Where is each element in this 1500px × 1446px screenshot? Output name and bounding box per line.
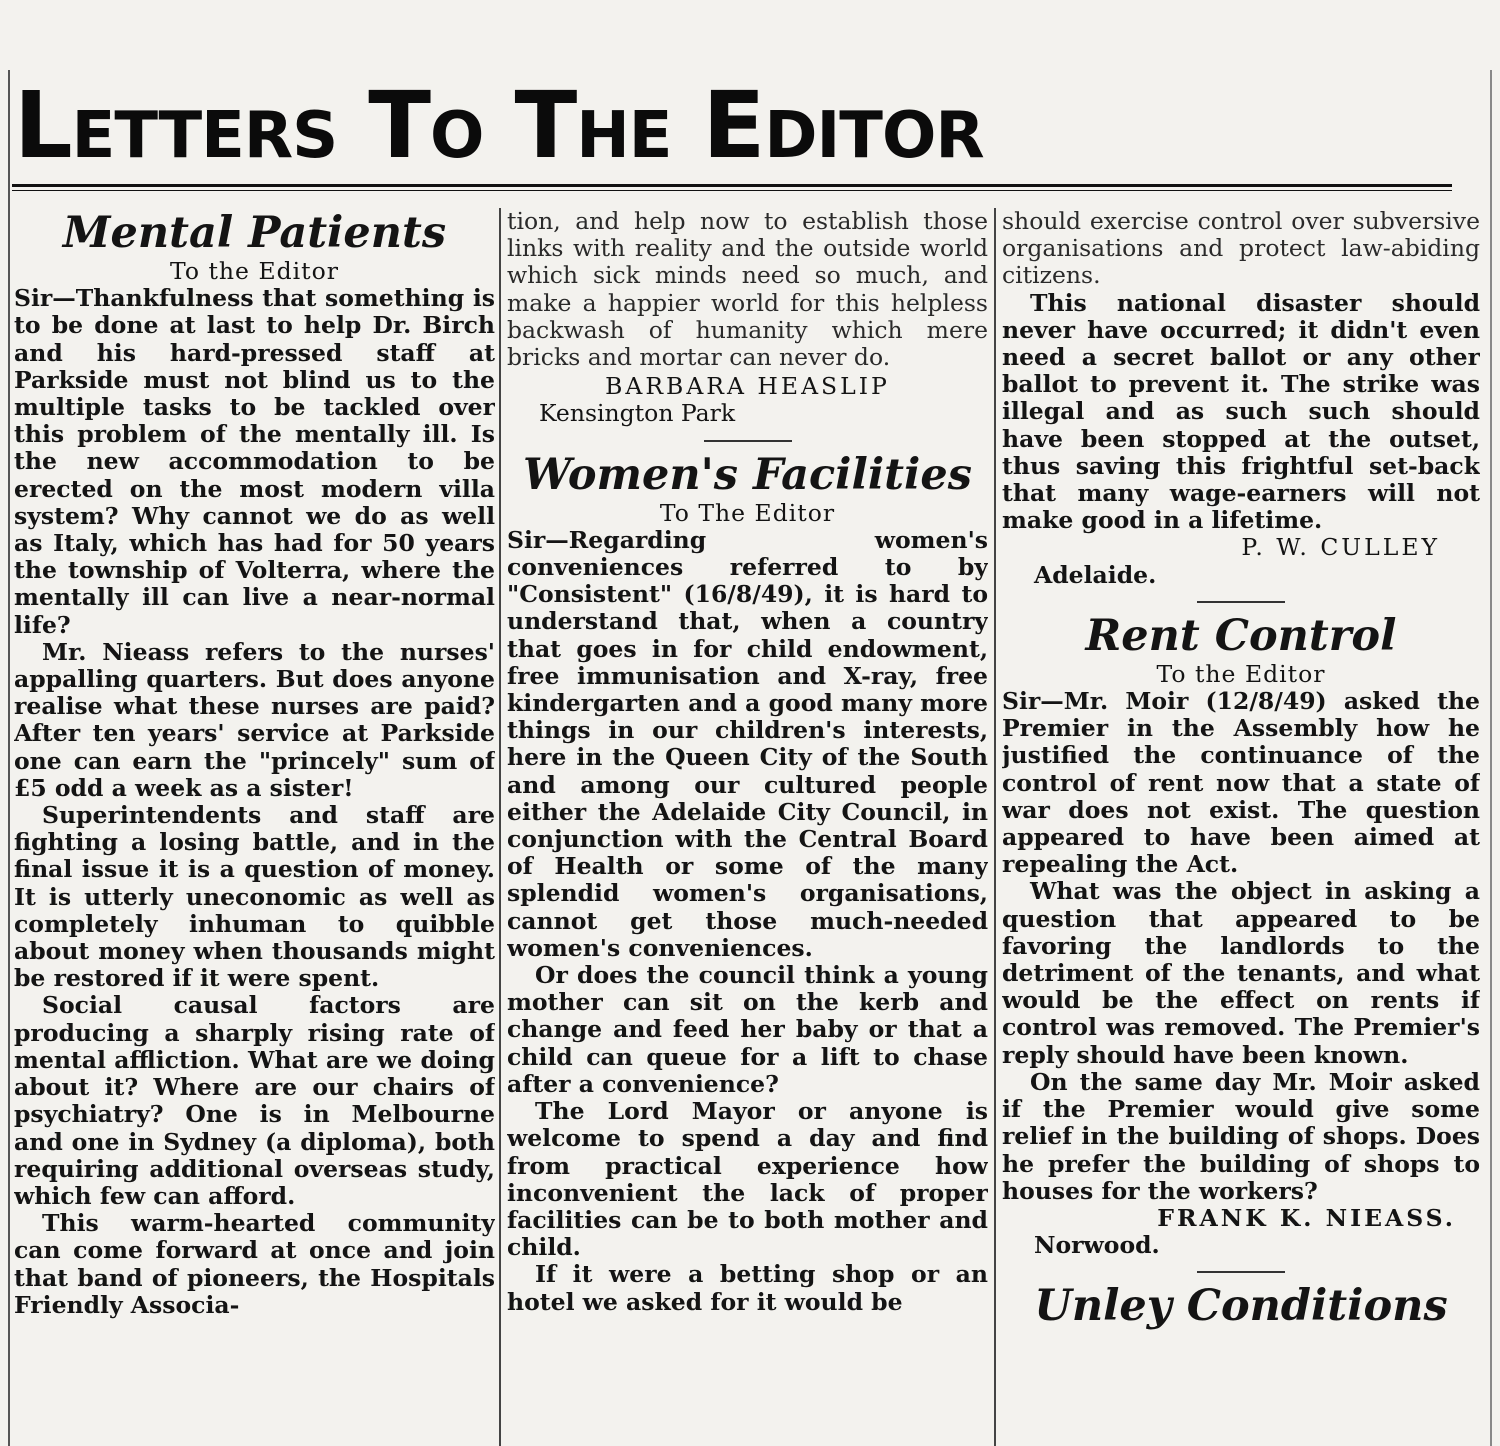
page-title: Letters To The Editor (14, 72, 984, 179)
letter-paragraph: Sir—Regarding women's conveniences referred to by "Consistent" (16/8/49), it is hard to understand that, when a country that goes in for child endowment, free immunisation and X-ray, free kindergarten and a good many more things in our children's interests, here in the Queen City of the South and among our cultured people either the Adelaide City Council, in conjunction with the Central Board of Health or some of the many splendid women's organisations, cannot get those much-needed women's conveniences. (507, 525, 988, 962)
letter-headline-mental-patients: Mental Patients (62, 208, 447, 258)
letter-paragraph: Superintendents and staff are fighting a losing battle, and in the final issue it is a question of money. It is utterly uneconomic as well as completely inhuman to quibble about money when thousands might be restored if it were spent. (14, 801, 495, 993)
masthead-rule-top (12, 184, 1452, 187)
masthead-rule-bottom (12, 190, 1452, 191)
letter-location: Kensington Park (539, 399, 736, 428)
column-2 (507, 208, 988, 1446)
letter-signature: BARBARA HEASLIP (605, 372, 890, 401)
letter-headline-womens-facilities: Women's Facilities (523, 449, 972, 500)
letter-body-strike (1002, 290, 1480, 535)
salutation: To The Editor (659, 498, 836, 527)
letter-headline-unley-conditions: Unley Conditions (1034, 1281, 1448, 1332)
letter-paragraph: Sir—Thankfulness that something is to be done at last to help Dr. Birch and his hard-pressed staff at Parkside must not blind us to the multiple tasks to be tackled over this problem of the mentally ill. Is the new accommodation to be erected on the most modern villa system? Why cannot we do as well as Italy, which has had for 50 years the township of Volterra, where the mentally ill can live a near-normal life? (14, 284, 495, 639)
letter-headline-rent-control: Rent Control (1085, 610, 1397, 661)
letter-paragraph: What was the object in asking a question that appeared to be favoring the landlords to the detriment of the tenants, and what would be the effect on rents if control was removed. The Premier's reply should have been known. (1002, 877, 1480, 1069)
letter-body-mental-patients (14, 285, 495, 1319)
letter-paragraph: The Lord Mayor or anyone is welcome to spend a day and find from practical experience how inconvenient the lack of proper facilities can be to both mother and child. (507, 1097, 988, 1262)
salutation: To the Editor (1156, 659, 1326, 688)
letter-location: Norwood. (1034, 1231, 1160, 1260)
page-edge-left (8, 70, 10, 1446)
section-divider (704, 440, 792, 442)
column-rule-1 (499, 208, 501, 1446)
column-rule-2 (994, 208, 996, 1446)
section-divider (1197, 1271, 1285, 1273)
letter-paragraph: Or does the council think a young mother can sit on the kerb and change and feed her baby or that a child can queue for a lift to chase after a convenience? (507, 961, 988, 1098)
letter-continuation: tion, and help now to establish those links with reality and the outside world which sick minds need so much, and make a happier world for this helpless backwash of humanity which mere bricks and mortar can never do. (507, 208, 988, 372)
page-edge-right (1490, 70, 1492, 1446)
letter-paragraph: Social causal factors are producing a sharply rising rate of mental affliction. What are we doing about it? Where are our chairs of psychiatry? One is in Melbourne and one in Sydney (a diploma), both requiring additional overseas study, which few can afford. (14, 991, 495, 1210)
letter-paragraph: Sir—Mr. Moir (12/8/49) asked the Premier in the Assembly how he justified the continuance of the control of rent now that a state of war does not exist. The question appeared to have been aimed at repealing the Act. (1002, 687, 1480, 879)
letter-paragraph: Mr. Nieass refers to the nurses' appalling quarters. But does anyone realise what these nurses are paid? After ten years' service at Parkside one can earn the "princely" sum of £5 odd a week as a sister! (14, 637, 495, 802)
letter-location: Adelaide. (1034, 560, 1157, 589)
letter-body-womens-facilities (507, 527, 988, 1316)
letter-paragraph: This warm-hearted community can come forward at once and join that band of pioneers, the Hospitals Friendly Associa- (14, 1209, 495, 1319)
letter-continuation: should exercise control over subversive organisations and protect law-abiding citizens. (1002, 208, 1480, 290)
column-1 (14, 208, 495, 1446)
letter-paragraph: On the same day Mr. Moir asked if the Premier would give some relief in the building of shops. Does he prefer the building of shops to houses for the workers? (1002, 1067, 1480, 1205)
letter-paragraph: If it were a betting shop or an hotel we asked for it would be (507, 1260, 988, 1316)
letter-paragraph: This national disaster should never have occurred; it didn't even need a secret ballot or any other ballot to prevent it. The strike was illegal and as such such should have been stopped at the outset, thus saving this frightful set-back that many wage-earners will not make good in a lifetime. (1002, 288, 1480, 535)
salutation: To the Editor (170, 257, 339, 285)
section-divider (1197, 601, 1285, 603)
letter-signature: P. W. CULLEY (1241, 533, 1440, 562)
letter-body-rent-control (1002, 688, 1480, 1205)
column-3 (1002, 208, 1480, 1446)
letter-signature: FRANK K. NIEASS. (1157, 1203, 1456, 1232)
